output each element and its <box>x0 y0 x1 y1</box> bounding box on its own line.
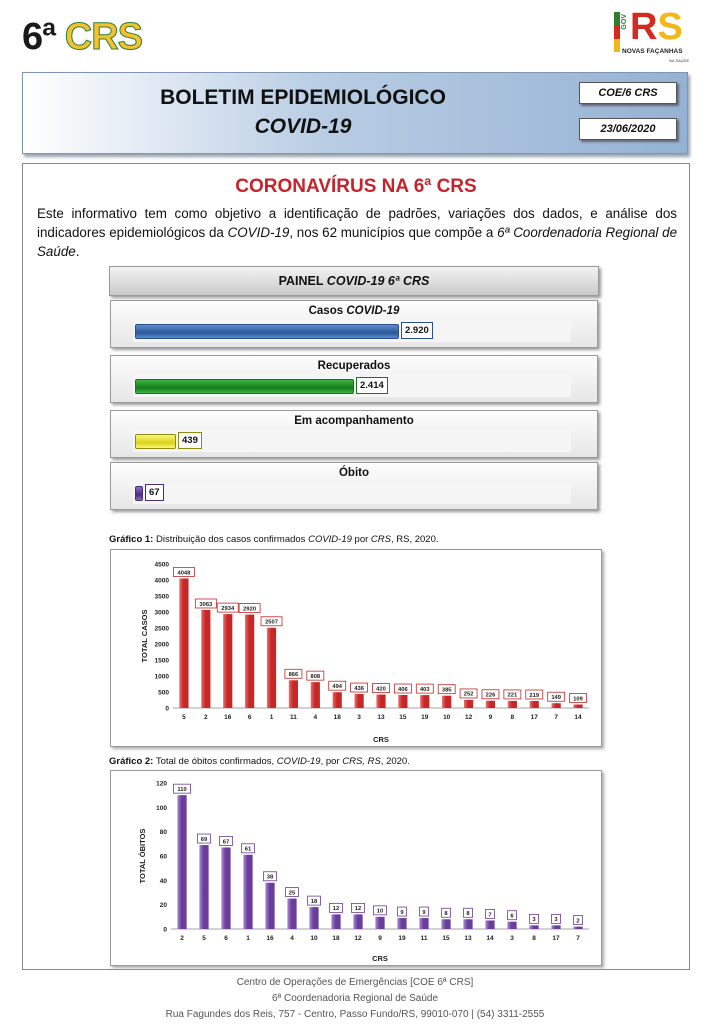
x-tick-label: 13 <box>464 935 472 942</box>
y-tick-label: 20 <box>159 902 167 910</box>
x-tick-label: 15 <box>399 714 407 721</box>
data-label: 226 <box>485 692 496 699</box>
bar <box>464 700 473 708</box>
chart2-caption-em1: COVID-19 <box>276 756 321 767</box>
y-tick-label: 2000 <box>154 641 169 649</box>
data-label: 110 <box>177 786 187 793</box>
x-tick-label: 9 <box>378 935 382 942</box>
bar <box>551 925 560 929</box>
bar <box>311 682 320 708</box>
x-tick-label: 8 <box>510 714 515 721</box>
logo-gov: GOV <box>621 14 628 30</box>
bulletin-subtitle: COVID-19 <box>254 115 352 138</box>
logo-text: CRS <box>64 16 142 58</box>
chart2-caption <box>109 756 410 767</box>
data-label: 2 <box>576 918 580 925</box>
data-label: 109 <box>573 696 583 703</box>
bar <box>309 907 318 929</box>
x-tick-label: 4 <box>313 714 318 721</box>
x-tick-label: 17 <box>552 935 560 942</box>
data-label: 4048 <box>177 570 191 577</box>
main-content <box>22 163 690 970</box>
x-tick-label: 16 <box>266 935 274 942</box>
data-label: 6 <box>510 913 514 920</box>
data-label: 406 <box>398 686 408 693</box>
card-label-em: COVID-19 <box>346 305 400 317</box>
data-label: 10 <box>376 908 384 915</box>
chart1-caption-text: Distribuição dos casos confirmados <box>153 534 309 545</box>
data-label: 252 <box>463 691 474 698</box>
bar <box>199 845 208 929</box>
intro-text-2: , nos 62 municípios que compõe a <box>289 225 498 240</box>
bulletin-banner <box>22 72 688 154</box>
painel-card-label <box>111 467 597 479</box>
x-tick-label: 5 <box>182 714 186 721</box>
chart1-box <box>110 549 602 747</box>
bar <box>289 680 298 708</box>
data-label: 808 <box>310 673 321 680</box>
x-tick-label: 11 <box>289 714 297 721</box>
bar <box>530 701 539 708</box>
bar <box>221 847 230 929</box>
card-label-text: Óbito <box>338 467 370 479</box>
logo-subtag: NA SAÚDE <box>669 58 690 63</box>
data-label: 420 <box>376 686 386 693</box>
chart1-caption-em1: COVID-19 <box>308 534 352 545</box>
painel-card-value: 2.414 <box>356 377 388 394</box>
painel-card-bar <box>135 486 143 501</box>
intro-em-2: 6ª Coordenadoria Regional de Saúde <box>37 225 678 259</box>
bar <box>508 701 517 708</box>
card-label-text: Em acompanhamento <box>294 415 414 427</box>
logo-rs-gov <box>614 8 694 64</box>
bar <box>420 695 429 708</box>
y-tick-label: 3000 <box>154 609 169 617</box>
logo-s: S <box>657 6 683 48</box>
bar <box>463 919 472 929</box>
chart1-caption-bold: Gráfico 1: <box>109 534 154 545</box>
data-label: 9 <box>400 909 404 916</box>
bulletin-title: BOLETIM EPIDEMIOLÓGICO <box>160 86 446 109</box>
y-tick-label: 500 <box>158 689 169 697</box>
data-label: 219 <box>529 692 540 699</box>
bar <box>179 578 188 708</box>
card-label-text: Casos <box>308 305 347 317</box>
logo-number: 6ª <box>22 16 56 58</box>
data-label: 8 <box>444 911 448 918</box>
x-tick-label: 2 <box>204 714 208 721</box>
bar <box>267 628 276 708</box>
x-tick-label: 7 <box>576 935 580 942</box>
data-label: 2934 <box>221 605 235 612</box>
data-label: 67 <box>222 839 230 846</box>
logo-rs <box>630 8 683 46</box>
data-label: 2507 <box>265 619 278 626</box>
data-label: 3063 <box>199 601 213 608</box>
painel-card-value: 67 <box>145 484 164 501</box>
data-label: 69 <box>200 836 208 843</box>
x-tick-label: 18 <box>333 714 341 721</box>
x-tick-label: 8 <box>532 935 536 942</box>
bar <box>573 927 582 929</box>
data-label: 9 <box>422 909 426 916</box>
x-tick-label: 4 <box>290 935 294 942</box>
chart1-caption-text3: , RS, 2020. <box>390 534 439 545</box>
logo-tagline: NOVAS FAÇANHAS <box>622 48 683 55</box>
y-tick-label: 80 <box>159 829 167 837</box>
x-tick-label: 12 <box>354 935 362 942</box>
x-tick-label: 18 <box>332 935 340 942</box>
chart2-caption-bold: Gráfico 2: <box>109 756 154 767</box>
y-tick-label: 4000 <box>154 577 169 585</box>
bar <box>398 695 407 708</box>
y-axis-label: TOTAL ÓBITOS <box>138 828 147 884</box>
bar <box>353 914 362 929</box>
data-label: 12 <box>354 906 362 913</box>
bar <box>177 795 186 929</box>
x-tick-label: 6 <box>224 935 228 942</box>
bar <box>333 692 342 708</box>
chart1-caption-text2: por <box>351 534 371 545</box>
painel-card-bar <box>135 324 399 339</box>
x-tick-label: 3 <box>357 714 361 721</box>
bar <box>397 918 406 929</box>
x-tick-label: 13 <box>377 714 385 721</box>
data-label: 12 <box>332 906 340 913</box>
x-tick-label: 17 <box>530 714 538 721</box>
logo-6crs <box>22 18 142 56</box>
y-tick-label: 1000 <box>154 673 169 681</box>
intro-em-1: COVID-19 <box>227 225 290 240</box>
bar <box>529 925 538 929</box>
data-label: 7 <box>488 912 492 919</box>
x-tick-label: 7 <box>554 714 558 721</box>
intro-paragraph <box>37 204 677 261</box>
y-axis-label: TOTAL CASOS <box>140 609 149 663</box>
x-tick-label: 19 <box>398 935 406 942</box>
data-label: 221 <box>507 692 518 699</box>
x-tick-label: 14 <box>574 714 582 721</box>
y-tick-label: 120 <box>156 780 167 788</box>
painel-card-label <box>111 415 597 427</box>
x-axis-label: CRS <box>373 735 389 744</box>
footer <box>0 975 710 1023</box>
data-label: 866 <box>288 672 299 679</box>
y-tick-label: 1500 <box>154 657 169 665</box>
painel-card-acompanhamento <box>110 410 598 458</box>
y-tick-label: 4500 <box>154 561 169 569</box>
data-label: 38 <box>266 874 274 881</box>
y-tick-label: 40 <box>159 877 167 885</box>
bar <box>486 701 495 708</box>
chart2-caption-text3: , 2020. <box>380 756 410 767</box>
bar <box>355 694 364 708</box>
bar <box>573 705 582 708</box>
x-tick-label: 5 <box>202 935 206 942</box>
flag-stripes-icon <box>614 12 620 52</box>
y-tick-label: 0 <box>163 926 167 934</box>
footer-line-2: 6ª Coordenadoria Regional de Saúde <box>271 993 439 1004</box>
painel-title-em: COVID-19 6ª CRS <box>326 274 430 288</box>
footer-line-3: Rua Fagundes dos Reis, 757 - Centro, Passo Fundo/RS, 99010-070 | (54) 3311-2555 <box>165 1009 545 1020</box>
bar <box>331 914 340 929</box>
painel-card-label <box>111 360 597 372</box>
painel-card-track <box>133 482 571 504</box>
page-heading: CORONAVÍRUS NA 6ª CRS <box>235 176 477 197</box>
x-tick-label: 12 <box>464 714 473 721</box>
chart2-caption-text: Total de óbitos confirmados, <box>153 756 277 767</box>
data-label: 8 <box>466 911 470 918</box>
data-label: 18 <box>310 898 318 905</box>
bar <box>441 919 450 929</box>
x-tick-label: 1 <box>246 935 250 942</box>
painel-card-casos <box>110 300 598 348</box>
bar <box>419 918 428 929</box>
painel-card-value: 439 <box>178 432 202 449</box>
x-tick-label: 1 <box>269 714 274 721</box>
painel-card-bar <box>135 434 176 449</box>
painel-title <box>109 266 599 296</box>
bar <box>223 614 232 708</box>
bar <box>442 696 451 708</box>
painel-card-value: 2.920 <box>401 322 433 339</box>
y-tick-label: 3500 <box>154 593 169 601</box>
x-axis-label: CRS <box>372 954 388 963</box>
chart1-svg <box>111 550 601 746</box>
y-tick-label: 0 <box>165 705 169 713</box>
x-tick-label: 15 <box>442 935 450 942</box>
x-tick-label: 19 <box>421 714 429 721</box>
bar <box>201 610 210 708</box>
card-label-text: Recuperados <box>317 360 391 372</box>
bulletin-date: 23/06/2020 <box>579 118 677 140</box>
chart2-caption-em2: CRS, RS <box>342 756 381 767</box>
x-tick-label: 2 <box>180 935 184 942</box>
bar <box>287 899 296 929</box>
bar <box>376 695 385 708</box>
data-label: 2920 <box>243 606 257 613</box>
y-tick-label: 60 <box>159 853 167 861</box>
data-label: 3 <box>532 917 536 924</box>
intro-text-1: Este informativo tem como objetivo a identificação de padrões, variações dos dados, e análise dos indicadores epidemiológicos da <box>37 206 677 240</box>
y-tick-label: 2500 <box>154 625 169 633</box>
data-label: 436 <box>354 685 364 692</box>
data-label: 403 <box>419 686 430 693</box>
footer-line-1: Centro de Operações de Emergências [COE 6ª CRS] <box>236 977 474 988</box>
painel-card-label <box>111 305 597 317</box>
logo-r: R <box>630 6 658 48</box>
bar <box>507 922 516 929</box>
bar <box>265 883 274 929</box>
bar <box>485 920 494 929</box>
bulletin-code: COE/6 CRS <box>579 82 677 104</box>
x-tick-label: 16 <box>224 714 232 721</box>
x-tick-label: 10 <box>310 935 318 942</box>
x-tick-label: 11 <box>420 935 428 942</box>
chart2-caption-text2: , por <box>320 756 343 767</box>
data-label: 494 <box>332 683 343 690</box>
data-label: 149 <box>551 695 561 702</box>
chart2-svg <box>111 771 601 965</box>
x-tick-label: 9 <box>488 714 493 721</box>
data-label: 25 <box>288 890 296 897</box>
bar <box>243 855 252 929</box>
chart1-caption <box>109 534 439 545</box>
intro-text-3: . <box>75 244 80 259</box>
x-tick-label: 6 <box>247 714 252 721</box>
y-tick-label: 100 <box>156 804 167 812</box>
data-label: 61 <box>244 846 252 853</box>
chart1-caption-em2: CRS <box>370 534 391 545</box>
bar <box>375 917 384 929</box>
x-tick-label: 10 <box>443 714 451 721</box>
x-tick-label: 3 <box>510 935 514 942</box>
painel-card-recuperados <box>110 355 598 403</box>
data-label: 3 <box>554 917 558 924</box>
chart2-box <box>110 770 602 966</box>
data-label: 385 <box>441 687 452 694</box>
x-tick-label: 14 <box>486 935 494 942</box>
painel-title-prefix: PAINEL <box>278 274 327 288</box>
painel-card-bar <box>135 379 354 394</box>
bar <box>552 703 561 708</box>
bar <box>245 615 254 708</box>
painel-card-obito <box>110 462 598 510</box>
